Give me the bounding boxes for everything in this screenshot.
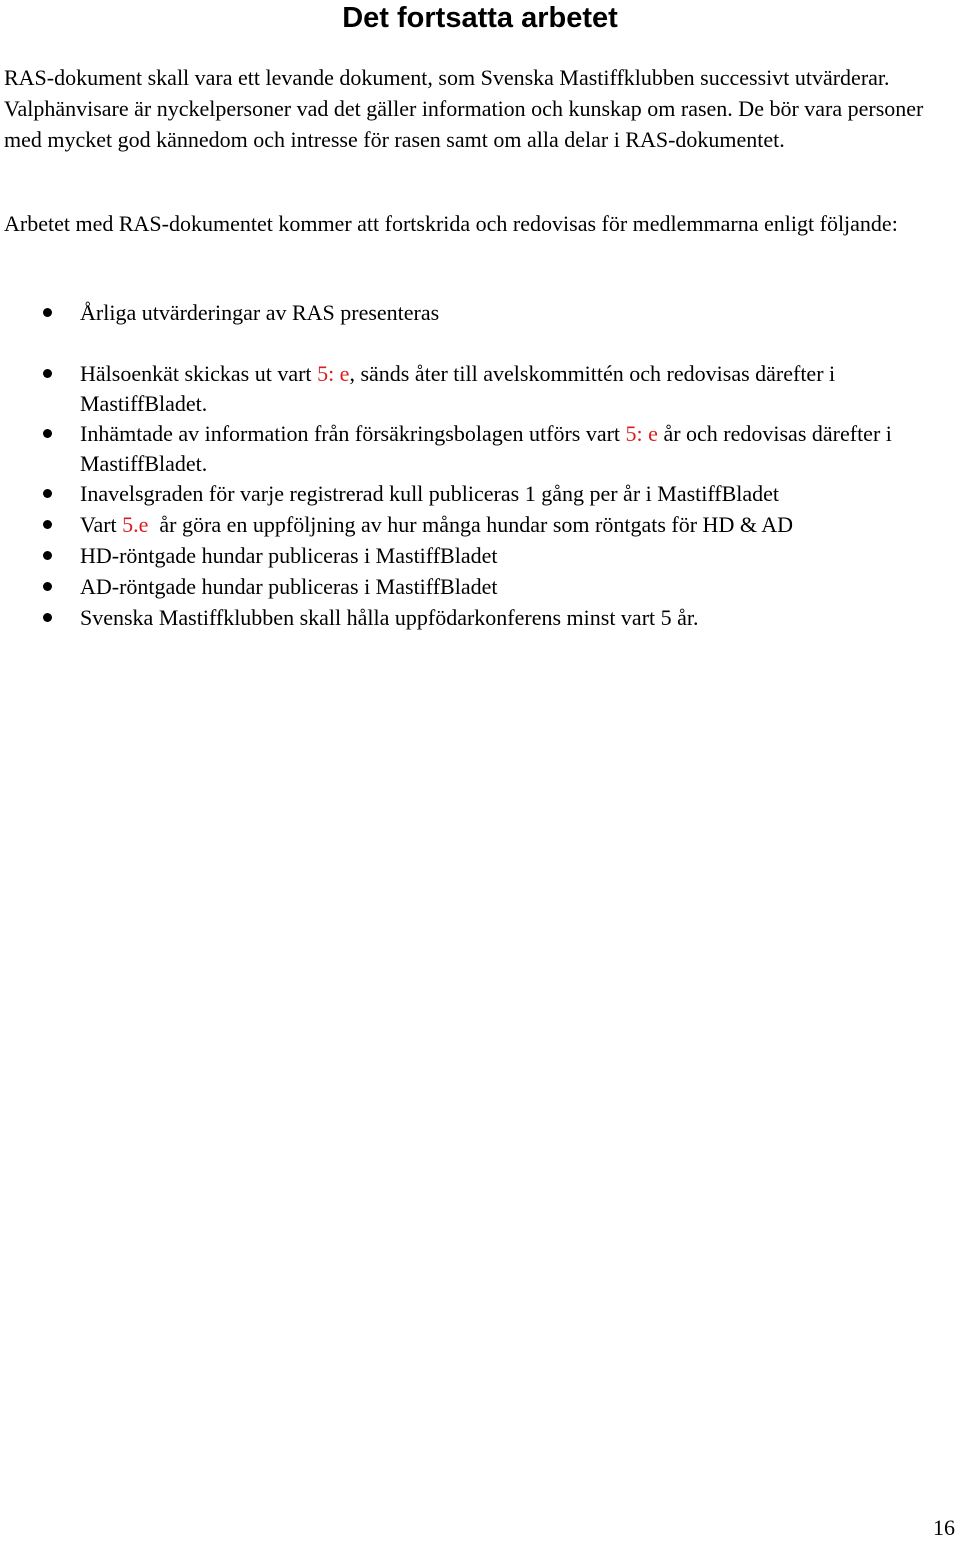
bullet-icon (43, 613, 52, 622)
bullet-icon (43, 520, 52, 529)
bullet-icon (43, 369, 52, 378)
list-item-text: Svenska Mastiffklubben skall hålla uppfödarkonferens minst vart 5 år. (80, 605, 699, 630)
page-number: 16 (933, 1515, 955, 1540)
list-item-text: Årliga utvärderingar av RAS presenteras (80, 300, 440, 325)
list-item (80, 510, 955, 540)
highlight-text: 5: e (317, 361, 350, 386)
list-item-text: HD-röntgade hundar publiceras i MastiffBladet (80, 543, 498, 568)
highlight-text: 5.e (122, 512, 149, 537)
bullet-icon (43, 582, 52, 591)
bullet-icon (43, 489, 52, 498)
list-item (80, 419, 955, 479)
bullet-icon (43, 429, 52, 438)
list-item (80, 541, 955, 571)
list-item (80, 479, 955, 509)
list-item-text: AD-röntgade hundar publiceras i MastiffBladet (80, 574, 498, 599)
highlight-text: 5: e (625, 421, 658, 446)
intro-paragraph: RAS-dokument skall vara ett levande dokument, som Svenska Mastiffklubben successivt utvärderar. Valphänvisare är nyckelpersoner vad det gäller information och kunskap om rasen. De bör vara personer med mycket god kännedom och intresse för rasen samt om alla delar i RAS-dokumentet. (4, 65, 924, 152)
list-item (80, 603, 955, 633)
list-item-text: Inavelsgraden för varje registrerad kull publiceras 1 gång per år i MastiffBladet (80, 481, 780, 506)
bullet-icon (43, 308, 52, 317)
list-item-text: Vart (80, 512, 123, 537)
bullet-icon (43, 551, 52, 560)
list-item-text: , sänds åter till avelskommittén och redovisas därefter i MastiffBladet. (80, 361, 836, 416)
list-item-text: år göra en uppföljning av hur många hundar som röntgats för HD & AD (148, 512, 794, 537)
page-title: Det fortsatta arbetet (342, 2, 618, 34)
list-item-text: år och redovisas därefter i MastiffBladet. (80, 421, 892, 476)
followup-paragraph: Arbetet med RAS-dokumentet kommer att fortskrida och redovisas för medlemmarna enligt följande: (4, 211, 898, 236)
list-item-text: Hälsoenkät skickas ut vart (80, 361, 318, 386)
list-item (80, 298, 955, 328)
list-item-text: Inhämtade av information från försäkringsbolagen utförs vart (80, 421, 626, 446)
list-item (80, 359, 955, 419)
list-item (80, 572, 955, 602)
